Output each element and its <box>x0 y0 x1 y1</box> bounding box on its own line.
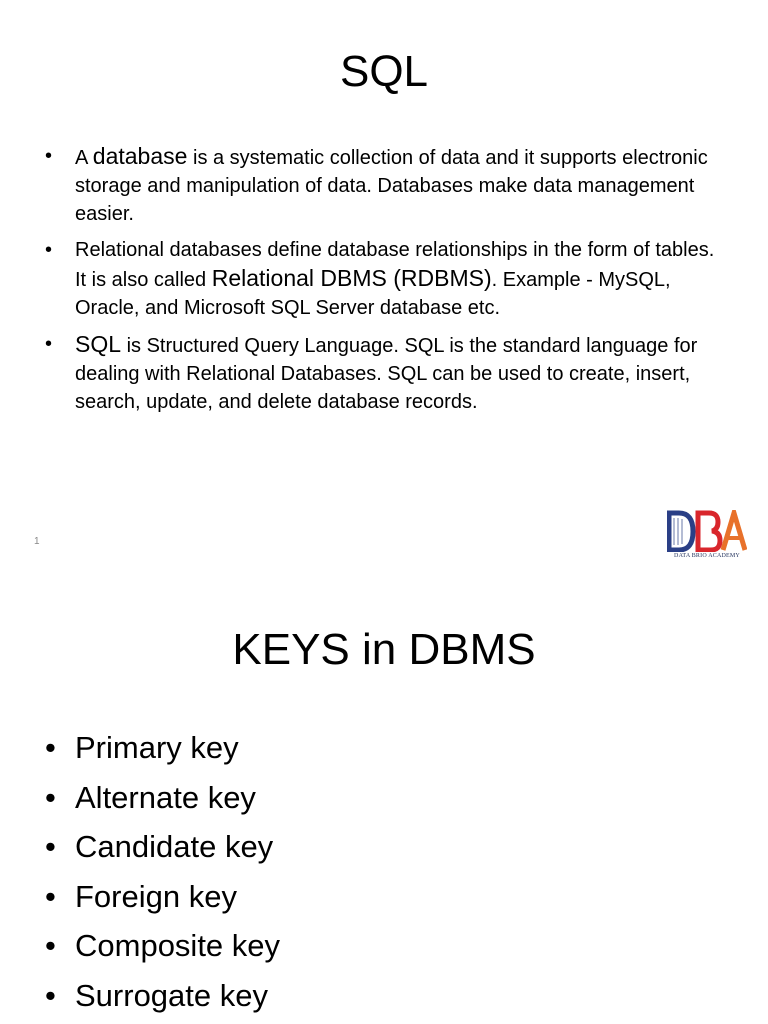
logo-caption: DATA BRIO ACADEMY <box>674 553 740 559</box>
bullet-marker: • <box>45 928 56 963</box>
key-type: Primary key <box>75 730 239 765</box>
list-item <box>45 773 645 823</box>
bullet-marker: • <box>45 977 56 1013</box>
list-item <box>45 236 715 322</box>
key-type: Foreign key <box>75 878 237 914</box>
key-type: Composite key <box>75 928 281 963</box>
key-type: Alternate key <box>75 779 256 815</box>
bullet-marker: • <box>45 730 56 765</box>
list-item <box>45 971 645 1021</box>
key-type: Candidate key <box>75 829 274 864</box>
list-item <box>45 723 645 773</box>
slide-title: KEYS in DBMS <box>232 625 536 674</box>
logo-mark <box>667 510 747 552</box>
bullet-marker: • <box>45 829 56 864</box>
list-item <box>45 330 715 416</box>
page-number: 1 <box>34 536 40 547</box>
bullet-text: . Example - MySQL, Oracle, and Microsoft SQL Server database etc. <box>75 269 671 319</box>
bullet-text: is Structured Query Language. SQL is the standard language for dealing with Relational Databases. SQL can be used to create, insert, search, update, and delete database records. <box>75 335 698 413</box>
bullet-text-pre: Relational databases define database relationships in the form of tables. It is also called <box>75 239 715 291</box>
bullet-list <box>45 723 645 1020</box>
bullet-marker: • <box>45 779 56 815</box>
bullet-text-pre: A <box>75 147 93 169</box>
key-type: Surrogate key <box>75 977 268 1013</box>
slide-keys <box>0 576 768 1024</box>
bullet-term: Relational DBMS (RDBMS) <box>211 265 492 291</box>
list-item <box>45 822 645 872</box>
bullet-list <box>45 142 715 424</box>
list-item <box>45 142 715 228</box>
dba-logo <box>667 510 747 562</box>
list-item <box>45 921 645 971</box>
slide-title: SQL <box>339 47 429 96</box>
bullet-marker: • <box>45 239 53 261</box>
bullet-marker: • <box>45 878 56 914</box>
bullet-text: is a systematic collection of data and it supports electronic storage and manipulation of data. Databases make data management easier. <box>75 147 708 225</box>
list-item <box>45 872 645 922</box>
bullet-marker: • <box>45 145 53 167</box>
bullet-term: database <box>92 143 188 169</box>
bullet-marker: • <box>45 333 53 355</box>
bullet-term: SQL <box>75 331 122 357</box>
